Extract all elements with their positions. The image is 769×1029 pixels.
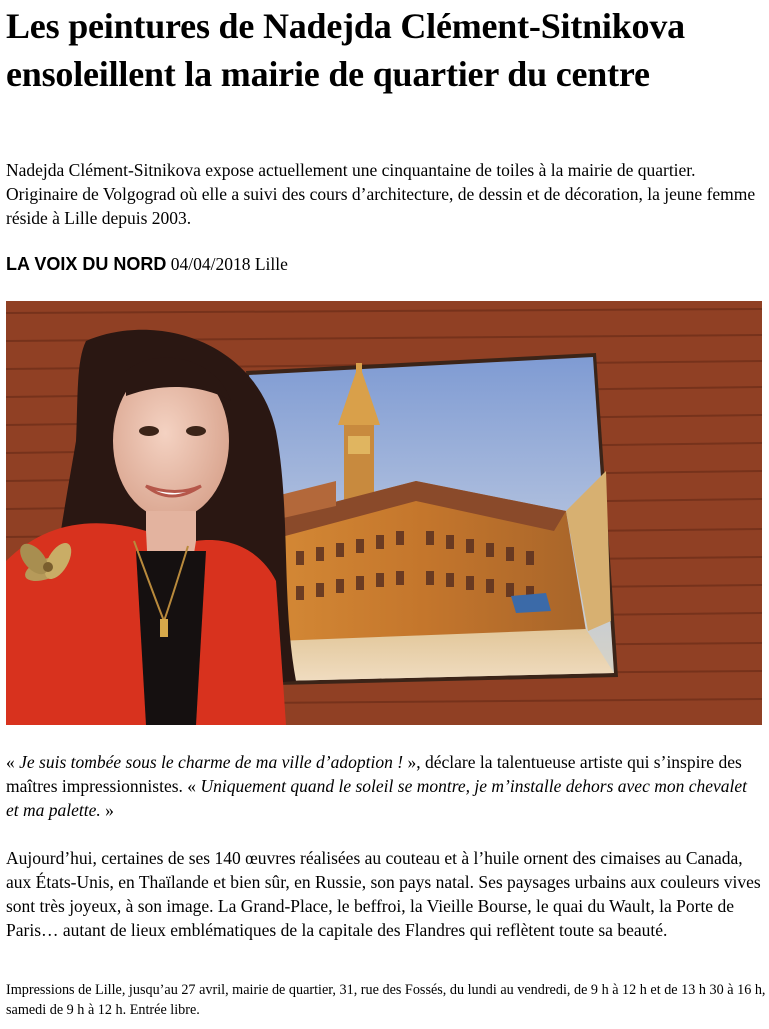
- byline: [6, 252, 288, 276]
- newspaper-name: LA VOIX DU NORD: [6, 254, 167, 274]
- exhibition-info: Impressions de Lille, jusqu’au 27 avril, mairie de quartier, 31, rue des Fossés, du lundi au vendredi, de 9 h à 12 h et de 13 h 30 à 16 h, samedi de 9 h à 12 h. Entrée libre.: [6, 982, 766, 1018]
- article-title: Les peintures de Nadejda Clément-Sitnikova ensoleillent la mairie de quartier du centre: [6, 6, 685, 94]
- article-body: Aujourd’hui, certaines de ses 140 œuvres réalisées au couteau et à l’huile ornent des cimaises au Canada, aux États-Unis, en Thaïlande et bien sûr, en Russie, son pays natal. Ses paysages urbains aux couleurs vives sont très joyeux, à son image. La Grand-Place, le beffroi, la Vieille Bourse, le quai du Wault, la Porte de Paris… autant de lieux emblématiques de la capitale des Flandres qui reflètent toute sa beauté.: [6, 848, 761, 940]
- quote-attribution: », déclare la talentueuse artiste qui s’inspire des maîtres impressionnistes. «: [6, 752, 742, 796]
- quote-text-2: Uniquement quand le soleil se montre, je m’installe dehors avec mon chevalet et ma palette.: [6, 776, 748, 820]
- quote-text-1: Je suis tombée sous le charme de ma ville d’adoption !: [19, 752, 408, 772]
- article-photo: [6, 301, 762, 725]
- publication-date-location: 04/04/2018 Lille: [170, 254, 288, 274]
- quote-close: »: [105, 800, 114, 820]
- artist-quote: [6, 750, 763, 822]
- quote-open: «: [6, 752, 20, 772]
- article-lead: Nadejda Clément-Sitnikova expose actuellement une cinquantaine de toiles à la mairie de quartier. Originaire de Volgograd où elle a suivi des cours d’architecture, de dessin et de décoration, la jeune femme réside à Lille depuis 2003.: [6, 160, 756, 228]
- painting-grand-place: [246, 353, 618, 685]
